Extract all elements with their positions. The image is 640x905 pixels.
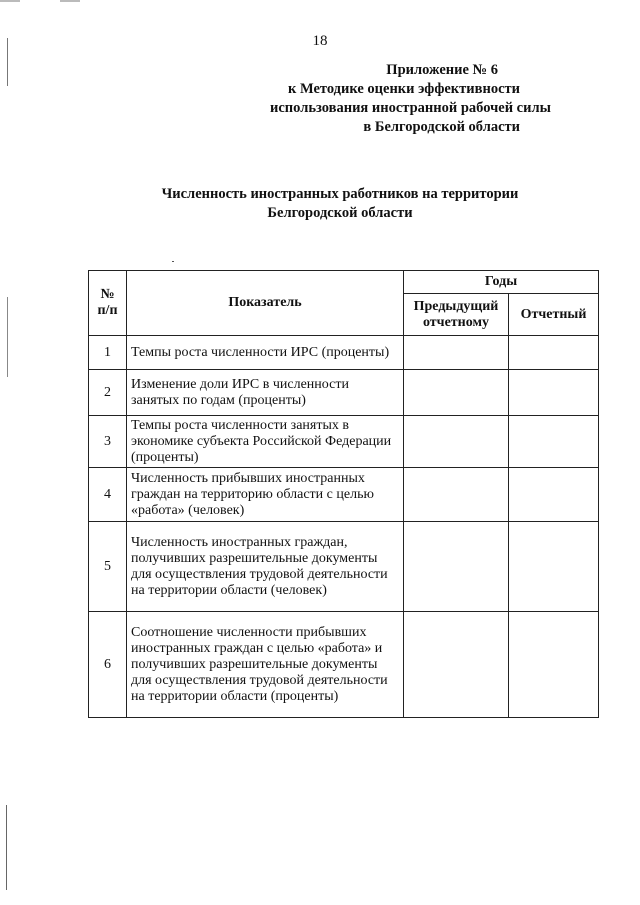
scan-artifact-left-bottom [6,805,7,890]
row-indicator: Темпы роста численности ИРС (проценты) [127,336,404,370]
document-title-line-1: Численность иностранных работников на территории [161,186,519,202]
row-previous-value [404,612,509,718]
header-number: № п/п [89,271,127,336]
appendix-line-3: использования иностранной рабочей силы [270,100,551,116]
scan-artifact-top [0,0,200,2]
document-title [0,185,640,223]
appendix-header [270,61,551,137]
header-years: Годы [404,271,599,294]
row-previous-value [404,336,509,370]
row-number: 4 [89,468,127,522]
row-previous-value [404,468,509,522]
document-title-line-2: Белгородской области [267,205,413,221]
row-indicator: Изменение доли ИРС в численности занятых по годам (проценты) [127,370,404,416]
indicators-table [88,270,599,718]
table-row [89,468,599,522]
table-row [89,522,599,612]
table-row [89,370,599,416]
appendix-line-2: к Методике оценки эффективности [287,81,520,97]
table-row [89,336,599,370]
row-number: 5 [89,522,127,612]
row-indicator: Темпы роста численности занятых в экономике субъекта Российской Федерации (проценты) [127,416,404,468]
row-indicator: Численность прибывших иностранных граждан на территорию области с целью «работа» (человек) [127,468,404,522]
row-previous-value [404,370,509,416]
row-current-value [509,336,599,370]
row-current-value [509,612,599,718]
header-previous: Предыдущий отчетному [404,294,509,336]
header-current: Отчетный [509,294,599,336]
table-row [89,612,599,718]
row-number: 6 [89,612,127,718]
page-number: 18 [312,33,328,49]
row-current-value [509,416,599,468]
row-number: 2 [89,370,127,416]
row-previous-value [404,522,509,612]
table-row [89,416,599,468]
appendix-line-4: в Белгородской области [363,119,520,135]
appendix-line-1: Приложение № 6 [386,62,498,78]
scan-artifact-left-mid [7,297,8,377]
row-number: 3 [89,416,127,468]
header-indicator: Показатель [127,271,404,336]
row-current-value [509,370,599,416]
row-current-value [509,468,599,522]
scan-dot [172,261,174,262]
row-indicator: Соотношение численности прибывших иностранных граждан с целью «работа» и получивших разрешительные документы для осуществления трудовой деятельности на территории области (проценты) [127,612,404,718]
row-number: 1 [89,336,127,370]
row-current-value [509,522,599,612]
row-indicator: Численность иностранных граждан, получивших разрешительные документы для осуществления трудовой деятельности на территории области (человек) [127,522,404,612]
row-previous-value [404,416,509,468]
